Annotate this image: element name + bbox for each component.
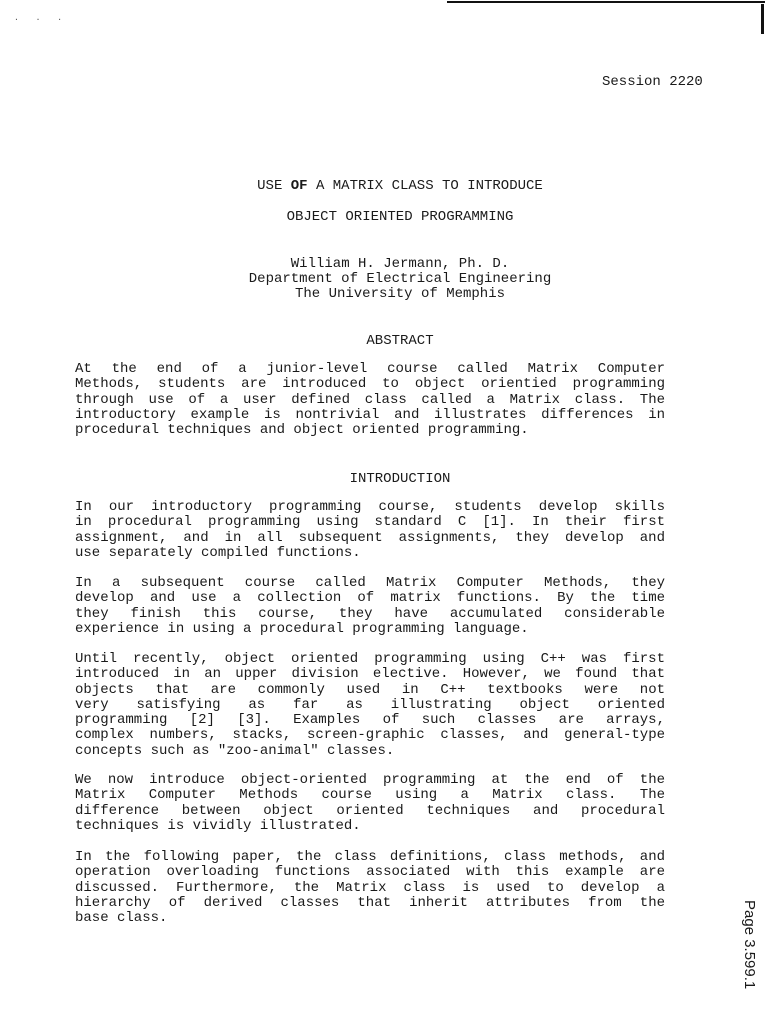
intro-paragraph-5 <box>75 850 665 926</box>
abstract-paragraph <box>75 362 665 438</box>
text-line: very satisfying as far as illustrating object oriented <box>75 696 665 713</box>
scan-specks: . . . <box>14 14 69 23</box>
text-line: procedural techniques and object oriented programming. <box>75 422 529 439</box>
text-line: concepts such as "zoo-animal" classes. <box>75 742 395 759</box>
text-line: use separately compiled functions. <box>75 544 361 561</box>
text-line: in procedural programming using standard C [1]. In their first <box>75 514 665 531</box>
paper-title-line-2: OBJECT ORIENTED PROGRAMMING <box>286 209 514 225</box>
author-name: William H. Jermann, Ph. D. <box>290 256 510 272</box>
text-line: experience in using a procedural programming language. <box>75 620 529 637</box>
intro-paragraph-4 <box>75 773 665 834</box>
text-line: hierarchy of derived classes that inherit attributes from the <box>75 894 665 911</box>
text-line: operation overloading functions associated with this example are <box>75 864 665 881</box>
text-line: base class. <box>75 910 168 927</box>
text-line: introductory example is nontrivial and illustrates differences in <box>75 406 665 423</box>
text-line: techniques is vividly illustrated. <box>75 817 361 834</box>
text-line: At the end of a junior-level course called Matrix Computer <box>75 361 665 377</box>
intro-paragraph-3 <box>75 652 665 759</box>
page-number: Page 3.599.1 <box>741 900 758 990</box>
text-line: discussed. Furthermore, the Matrix class is used to develop a <box>75 879 665 896</box>
text-line: difference between object oriented techniques and procedural <box>75 802 665 819</box>
text-line: We now introduce object-oriented programming at the end of the <box>75 772 665 788</box>
text-line: through use of a user defined class called a Matrix class. The <box>75 391 665 408</box>
abstract-heading: ABSTRACT <box>366 333 434 349</box>
paper-title-line-1 <box>0 179 768 195</box>
author-department: Department of Electrical Engineering <box>248 271 552 287</box>
text-line: In a subsequent course called Matrix Computer Methods, they <box>75 575 665 591</box>
text-line: introduced in an upper division elective. However, we found that <box>75 666 665 683</box>
text-line: objects that are commonly used in C++ textbooks were not <box>75 681 665 698</box>
text-line: they finish this course, they have accumulated considerable <box>75 605 665 622</box>
text-line: In our introductory programming course, students develop skills <box>75 499 665 515</box>
top-rule <box>447 1 765 3</box>
title-part-1: USE <box>257 178 291 194</box>
top-corner-mark <box>761 4 764 34</box>
text-line: Methods, students are introduced to object orientied programming <box>75 376 665 393</box>
text-line: Matrix Computer Methods course using a Matrix class. The <box>75 787 665 804</box>
text-line: Until recently, object oriented programming using C++ was first <box>75 651 665 667</box>
text-line: develop and use a collection of matrix functions. By the time <box>75 590 665 607</box>
title-part-2: A MATRIX CLASS TO INTRODUCE <box>307 178 543 194</box>
text-line: programming [2] [3]. Examples of such classes are arrays, <box>75 712 665 729</box>
introduction-heading: INTRODUCTION <box>349 471 451 487</box>
text-line: In the following paper, the class definitions, class methods, and <box>75 849 665 865</box>
session-label: Session 2220 <box>602 74 703 90</box>
intro-paragraph-1 <box>75 500 665 561</box>
text-line: assignment, and in all subsequent assignments, they develop and <box>75 529 665 546</box>
text-line: complex numbers, stacks, screen-graphic classes, and general-type <box>75 727 665 744</box>
intro-paragraph-2 <box>75 576 665 637</box>
title-part-bold: OF <box>290 178 308 194</box>
author-university: The University of Memphis <box>294 286 506 302</box>
